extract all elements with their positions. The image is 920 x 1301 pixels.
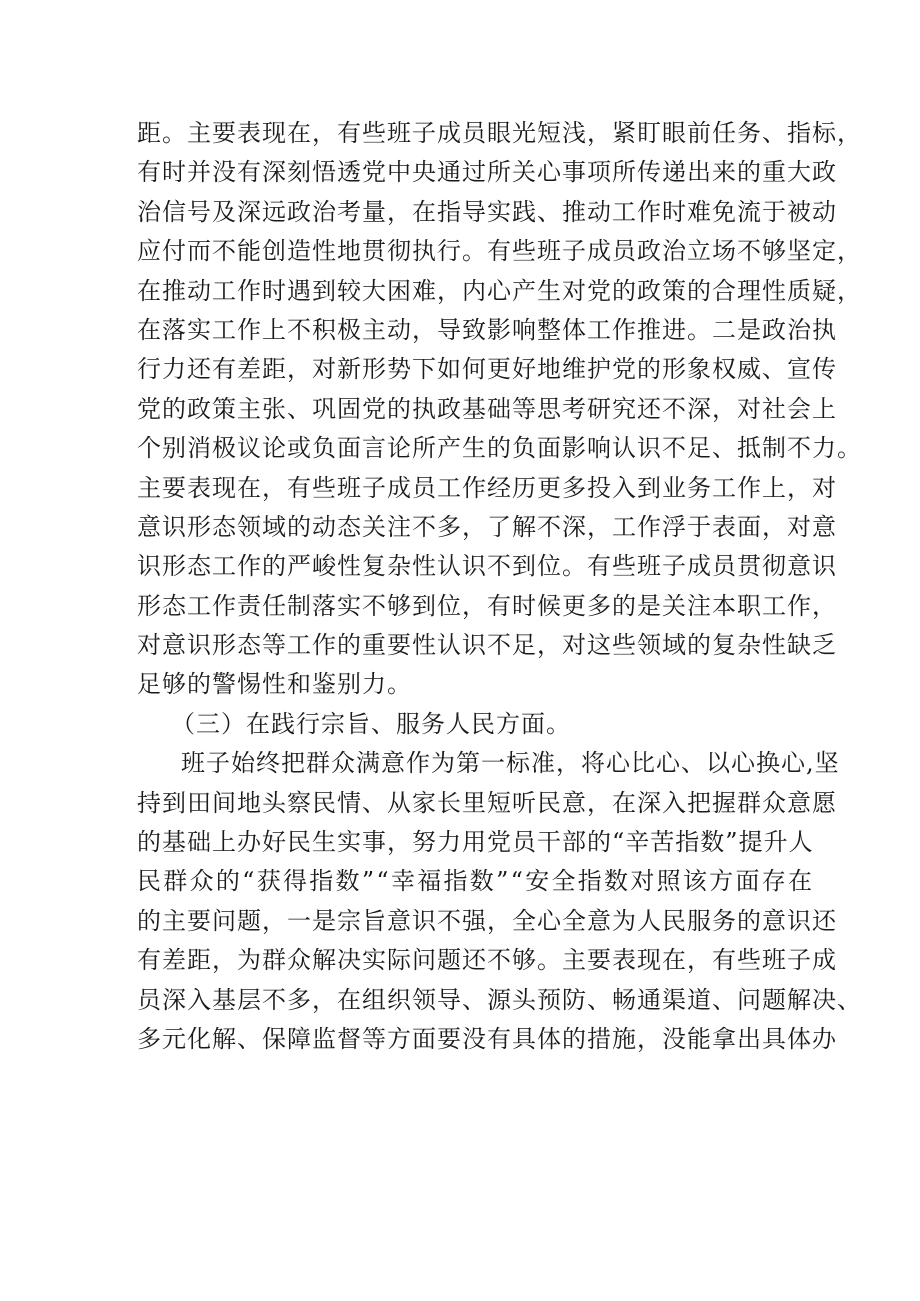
text-line: 员 深 入 基 层 不 多 ， 在 组 织 领 导 、 源 头 预 防 、 畅 通 渠 道 、 问 题 解 决 、 xyxy=(137,985,862,1014)
text-line: 多 元 化 解 、 保 障 监 督 等 方 面 要 没 有 具 体 的 措 施 ， 没 能 拿 出 具 体 办 xyxy=(137,1024,837,1053)
text-line: 持 到 田 间 地 头 察 民 情 、 从 家 长 里 短 听 民 意 ， 在 深 入 把 握 群 众 意 愿 xyxy=(137,788,837,817)
text-line: 识 形 态 工 作 的 严 峻 性 复 杂 性 认 识 不 到 位 。 有 些 班 子 成 员 贯 彻 意 识 xyxy=(137,552,837,581)
text-line: 民 群 众 的 “ 获 得 指 数 ” “ 幸 福 指 数 ” “ 安 全 指 数 对 照 该 方 面 存 在 xyxy=(137,867,813,896)
text-line: 对 意 识 形 态 等 工 作 的 重 要 性 认 识 不 足 ， 对 这 些 领 域 的 复 杂 性 缺 乏 xyxy=(137,631,837,660)
text-line: 行 力 还 有 差 距 ， 对 新 形 势 下 如 何 更 好 地 维 护 党 的 形 象 权 威 、 宣 传 xyxy=(137,355,837,384)
text-line: 足够的警惕性和鉴别力。 xyxy=(137,670,412,699)
text-line: 的 主 要 问 题 ， 一 是 宗 旨 意 识 不 强 ， 全 心 全 意 为 人 民 服 务 的 意 识 还 xyxy=(137,906,837,935)
text-line: 意 识 形 态 领 域 的 动 态 关 注 不 多 ， 了 解 不 深 ， 工 作 浮 于 表 面 ， 对 意 xyxy=(137,512,837,541)
document-body xyxy=(137,114,862,1059)
text-line: 主 要 表 现 在 ， 有 些 班 子 成 员 工 作 经 历 更 多 投 入 到 业 务 工 作 上 ， 对 xyxy=(137,473,837,502)
text-line: 个 别 消 极 议 论 或 负 面 言 论 所 产 生 的 负 面 影 响 认 识 不 足 、 抵 制 不 力 。 xyxy=(137,434,862,463)
text-line: 的 基 础 上 办 好 民 生 实 事 ， 努 力 用 党 员 干 部 的 “ 辛 苦 指 数 ” 提 升 人 xyxy=(137,828,814,857)
text-line: 党 的 政 策 主 张 、 巩 固 党 的 执 政 基 础 等 思 考 研 究 还 不 深 ， 对 社 会 上 xyxy=(137,394,837,423)
text-line: 距 。 主 要 表 现 在 ， 有 些 班 子 成 员 眼 光 短 浅 ， 紧 盯 眼 前 任 务 、 指 标 ， xyxy=(137,119,862,147)
text-line: 应 付 而 不 能 创 造 性 地 贯 彻 执 行 。 有 些 班 子 成 员 政 治 立 场 不 够 坚 定 ， xyxy=(137,237,862,266)
text-line: 在 推 动 工 作 时 遇 到 较 大 困 难 ， 内 心 产 生 对 党 的 政 策 的 合 理 性 质 疑 ， xyxy=(137,276,862,305)
text-line: 有 差 距 ， 为 群 众 解 决 实 际 问 题 还 不 够 。 主 要 表 现 在 ， 有 些 班 子 成 xyxy=(137,946,837,975)
text-line: 形 态 工 作 责 任 制 落 实 不 够 到 位 ， 有 时 候 更 多 的 是 关 注 本 职 工 作 ， xyxy=(137,591,837,620)
text-line: 治 信 号 及 深 远 政 治 考 量 ， 在 指 导 实 践 、 推 动 工 作 时 难 免 流 于 被 动 xyxy=(137,197,837,226)
text-line: 班 子 始 终 把 群 众 满 意 作 为 第 一 标 准 ， 将 心 比 心 、 以 心 换 心 , 坚 xyxy=(181,749,840,778)
section-heading: （三）在践行宗旨、服务人民方面。 xyxy=(171,709,571,738)
text-line: 在 落 实 工 作 上 不 积 极 主 动 ， 导 致 影 响 整 体 工 作 推 进 。 二 是 政 治 执 xyxy=(137,315,837,344)
text-line: 有 时 并 没 有 深 刻 悟 透 党 中 央 通 过 所 关 心 事 项 所 传 递 出 来 的 重 大 政 xyxy=(137,158,837,187)
